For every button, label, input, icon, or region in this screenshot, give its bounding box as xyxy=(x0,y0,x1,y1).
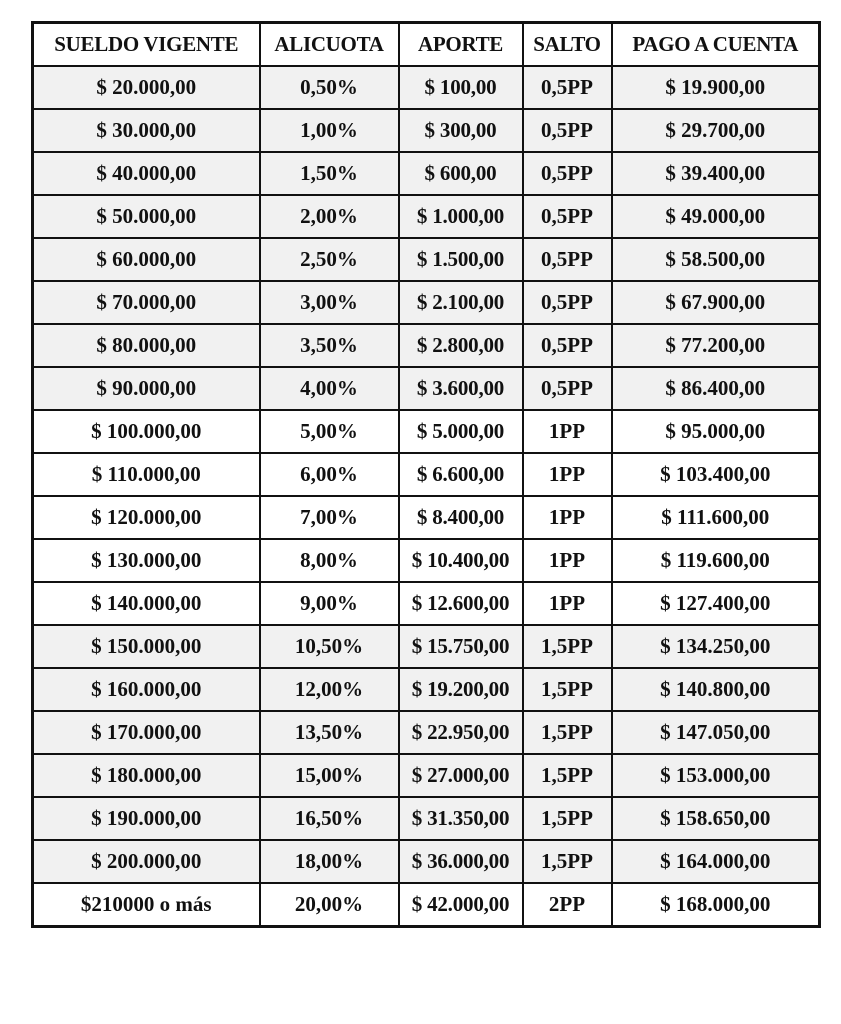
cell-alicuota: 4,00% xyxy=(260,367,399,410)
cell-alicuota: 18,00% xyxy=(260,840,399,883)
cell-pago-a-cuenta: $ 119.600,00 xyxy=(612,539,820,582)
cell-sueldo-vigente: $210000 o más xyxy=(33,883,260,927)
cell-aporte: $ 1.000,00 xyxy=(399,195,523,238)
cell-sueldo-vigente: $ 20.000,00 xyxy=(33,66,260,109)
cell-aporte: $ 42.000,00 xyxy=(399,883,523,927)
table-row xyxy=(33,797,820,840)
cell-sueldo-vigente: $ 140.000,00 xyxy=(33,582,260,625)
cell-aporte: $ 2.800,00 xyxy=(399,324,523,367)
header-row xyxy=(33,23,820,67)
cell-salto: 0,5PP xyxy=(523,238,612,281)
cell-aporte: $ 8.400,00 xyxy=(399,496,523,539)
cell-salto: 0,5PP xyxy=(523,281,612,324)
header-pago-a-cuenta: PAGO A CUENTA xyxy=(612,23,820,67)
table-row xyxy=(33,668,820,711)
cell-alicuota: 16,50% xyxy=(260,797,399,840)
cell-aporte: $ 22.950,00 xyxy=(399,711,523,754)
table-row xyxy=(33,840,820,883)
cell-aporte: $ 15.750,00 xyxy=(399,625,523,668)
cell-aporte: $ 3.600,00 xyxy=(399,367,523,410)
cell-pago-a-cuenta: $ 49.000,00 xyxy=(612,195,820,238)
cell-sueldo-vigente: $ 80.000,00 xyxy=(33,324,260,367)
cell-alicuota: 8,00% xyxy=(260,539,399,582)
cell-aporte: $ 100,00 xyxy=(399,66,523,109)
cell-alicuota: 5,00% xyxy=(260,410,399,453)
table-row xyxy=(33,66,820,109)
cell-pago-a-cuenta: $ 158.650,00 xyxy=(612,797,820,840)
cell-sueldo-vigente: $ 180.000,00 xyxy=(33,754,260,797)
contribution-table xyxy=(31,21,821,928)
cell-aporte: $ 1.500,00 xyxy=(399,238,523,281)
cell-salto: 1,5PP xyxy=(523,625,612,668)
cell-pago-a-cuenta: $ 19.900,00 xyxy=(612,66,820,109)
cell-sueldo-vigente: $ 120.000,00 xyxy=(33,496,260,539)
table-row xyxy=(33,539,820,582)
table-row xyxy=(33,496,820,539)
cell-alicuota: 2,00% xyxy=(260,195,399,238)
cell-sueldo-vigente: $ 130.000,00 xyxy=(33,539,260,582)
cell-salto: 1,5PP xyxy=(523,711,612,754)
table-row xyxy=(33,109,820,152)
cell-pago-a-cuenta: $ 153.000,00 xyxy=(612,754,820,797)
cell-sueldo-vigente: $ 30.000,00 xyxy=(33,109,260,152)
cell-salto: 0,5PP xyxy=(523,324,612,367)
cell-pago-a-cuenta: $ 58.500,00 xyxy=(612,238,820,281)
table-row xyxy=(33,582,820,625)
cell-pago-a-cuenta: $ 86.400,00 xyxy=(612,367,820,410)
cell-alicuota: 7,00% xyxy=(260,496,399,539)
table-row xyxy=(33,238,820,281)
cell-salto: 0,5PP xyxy=(523,109,612,152)
cell-alicuota: 10,50% xyxy=(260,625,399,668)
cell-alicuota: 1,00% xyxy=(260,109,399,152)
cell-alicuota: 6,00% xyxy=(260,453,399,496)
header-aporte: APORTE xyxy=(399,23,523,67)
cell-pago-a-cuenta: $ 111.600,00 xyxy=(612,496,820,539)
cell-pago-a-cuenta: $ 127.400,00 xyxy=(612,582,820,625)
table-row xyxy=(33,152,820,195)
cell-alicuota: 20,00% xyxy=(260,883,399,927)
cell-sueldo-vigente: $ 200.000,00 xyxy=(33,840,260,883)
cell-sueldo-vigente: $ 70.000,00 xyxy=(33,281,260,324)
table-row xyxy=(33,625,820,668)
cell-pago-a-cuenta: $ 29.700,00 xyxy=(612,109,820,152)
cell-pago-a-cuenta: $ 39.400,00 xyxy=(612,152,820,195)
cell-alicuota: 13,50% xyxy=(260,711,399,754)
table-row xyxy=(33,711,820,754)
cell-alicuota: 15,00% xyxy=(260,754,399,797)
cell-aporte: $ 36.000,00 xyxy=(399,840,523,883)
cell-pago-a-cuenta: $ 147.050,00 xyxy=(612,711,820,754)
table-row xyxy=(33,410,820,453)
cell-sueldo-vigente: $ 40.000,00 xyxy=(33,152,260,195)
table-row xyxy=(33,883,820,927)
table-row xyxy=(33,195,820,238)
cell-alicuota: 3,00% xyxy=(260,281,399,324)
cell-aporte: $ 27.000,00 xyxy=(399,754,523,797)
cell-sueldo-vigente: $ 150.000,00 xyxy=(33,625,260,668)
cell-salto: 1PP xyxy=(523,496,612,539)
cell-salto: 1PP xyxy=(523,539,612,582)
cell-salto: 1PP xyxy=(523,582,612,625)
cell-salto: 1,5PP xyxy=(523,840,612,883)
cell-sueldo-vigente: $ 60.000,00 xyxy=(33,238,260,281)
header-salto: SALTO xyxy=(523,23,612,67)
table-row xyxy=(33,453,820,496)
cell-aporte: $ 2.100,00 xyxy=(399,281,523,324)
cell-pago-a-cuenta: $ 77.200,00 xyxy=(612,324,820,367)
cell-aporte: $ 5.000,00 xyxy=(399,410,523,453)
cell-aporte: $ 12.600,00 xyxy=(399,582,523,625)
header-alicuota: ALICUOTA xyxy=(260,23,399,67)
cell-salto: 1PP xyxy=(523,453,612,496)
cell-alicuota: 9,00% xyxy=(260,582,399,625)
cell-pago-a-cuenta: $ 134.250,00 xyxy=(612,625,820,668)
cell-salto: 0,5PP xyxy=(523,195,612,238)
table-row xyxy=(33,281,820,324)
cell-salto: 0,5PP xyxy=(523,66,612,109)
cell-salto: 1,5PP xyxy=(523,668,612,711)
cell-alicuota: 12,00% xyxy=(260,668,399,711)
cell-salto: 1,5PP xyxy=(523,797,612,840)
cell-salto: 1,5PP xyxy=(523,754,612,797)
cell-alicuota: 3,50% xyxy=(260,324,399,367)
cell-sueldo-vigente: $ 160.000,00 xyxy=(33,668,260,711)
cell-aporte: $ 600,00 xyxy=(399,152,523,195)
cell-pago-a-cuenta: $ 140.800,00 xyxy=(612,668,820,711)
cell-alicuota: 0,50% xyxy=(260,66,399,109)
header-sueldo-vigente: SUELDO VIGENTE xyxy=(33,23,260,67)
cell-salto: 0,5PP xyxy=(523,367,612,410)
cell-salto: 0,5PP xyxy=(523,152,612,195)
table-row xyxy=(33,367,820,410)
cell-pago-a-cuenta: $ 164.000,00 xyxy=(612,840,820,883)
cell-sueldo-vigente: $ 90.000,00 xyxy=(33,367,260,410)
cell-salto: 1PP xyxy=(523,410,612,453)
cell-sueldo-vigente: $ 100.000,00 xyxy=(33,410,260,453)
cell-aporte: $ 300,00 xyxy=(399,109,523,152)
cell-aporte: $ 6.600,00 xyxy=(399,453,523,496)
cell-aporte: $ 10.400,00 xyxy=(399,539,523,582)
cell-aporte: $ 19.200,00 xyxy=(399,668,523,711)
cell-sueldo-vigente: $ 170.000,00 xyxy=(33,711,260,754)
cell-sueldo-vigente: $ 50.000,00 xyxy=(33,195,260,238)
cell-sueldo-vigente: $ 190.000,00 xyxy=(33,797,260,840)
cell-pago-a-cuenta: $ 95.000,00 xyxy=(612,410,820,453)
table-row xyxy=(33,324,820,367)
cell-aporte: $ 31.350,00 xyxy=(399,797,523,840)
cell-sueldo-vigente: $ 110.000,00 xyxy=(33,453,260,496)
cell-pago-a-cuenta: $ 168.000,00 xyxy=(612,883,820,927)
cell-pago-a-cuenta: $ 103.400,00 xyxy=(612,453,820,496)
cell-alicuota: 2,50% xyxy=(260,238,399,281)
cell-alicuota: 1,50% xyxy=(260,152,399,195)
cell-pago-a-cuenta: $ 67.900,00 xyxy=(612,281,820,324)
cell-salto: 2PP xyxy=(523,883,612,927)
table-row xyxy=(33,754,820,797)
